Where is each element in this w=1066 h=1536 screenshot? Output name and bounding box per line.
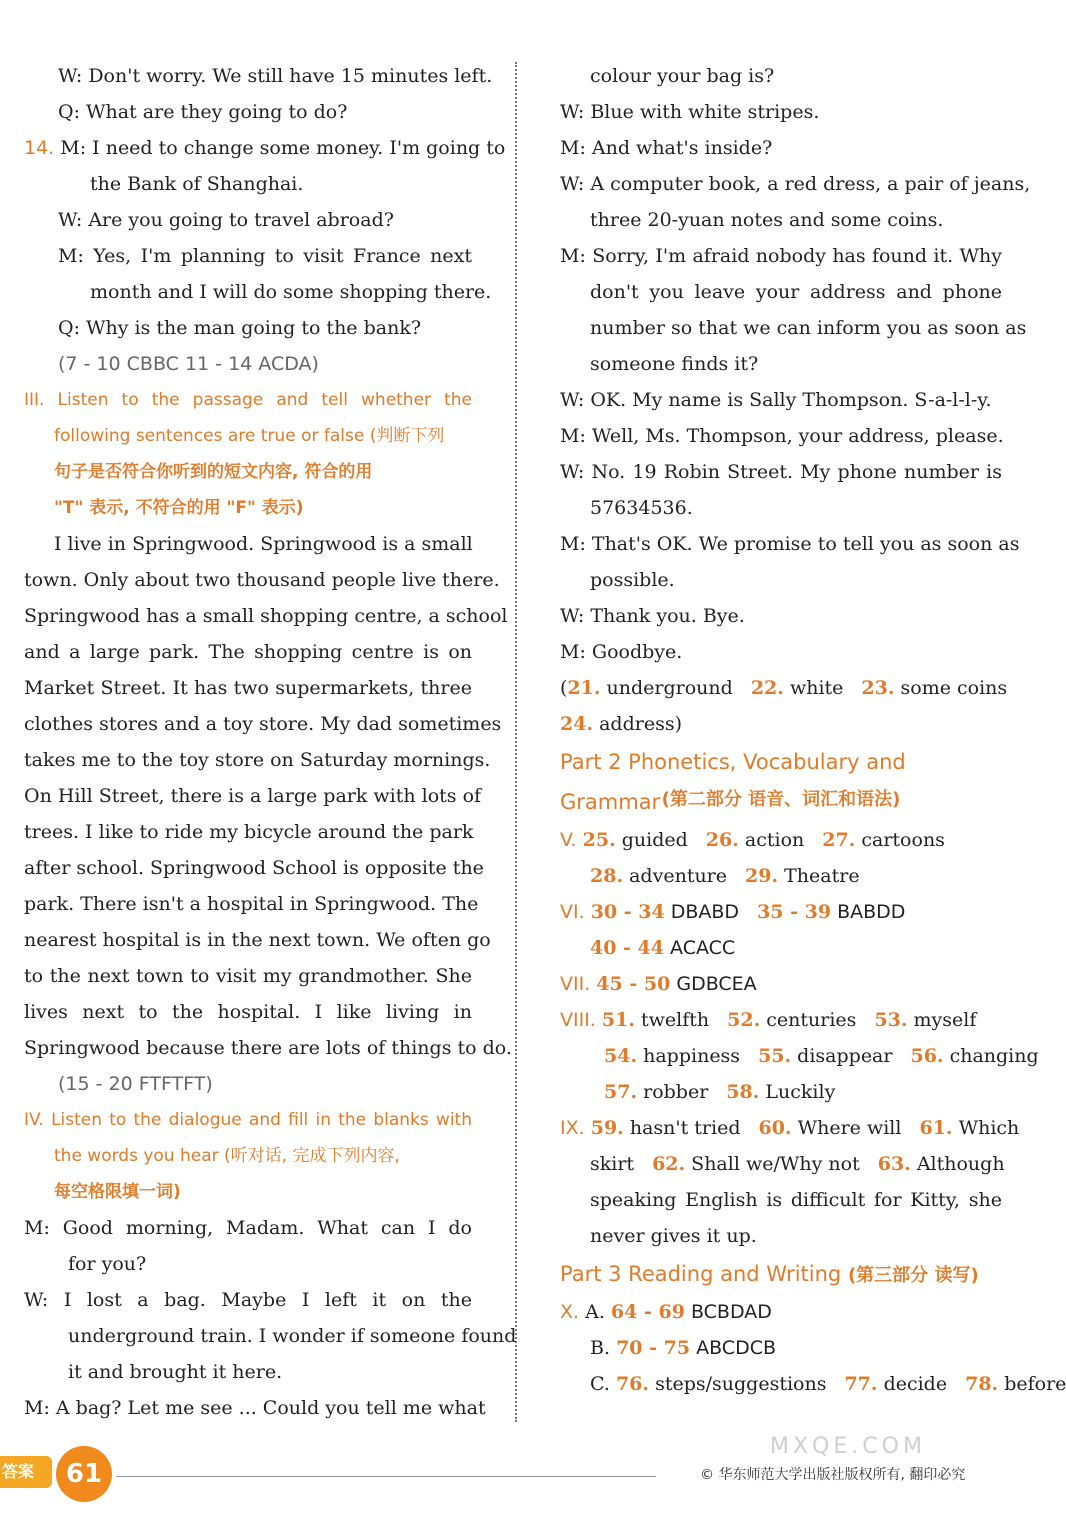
line-text: W: I lost a bag. Maybe I left it on the <box>24 1289 472 1311</box>
line-text: W: Thank you. Bye. <box>560 605 745 627</box>
line-text: possible. <box>590 569 675 591</box>
line-text: following sentences are true or false (判断下列 <box>54 426 445 446</box>
left-line <box>24 1246 472 1282</box>
left-line <box>24 886 479 922</box>
left-line <box>24 1102 472 1138</box>
watermark: MXQE.COM <box>770 1434 926 1459</box>
left-line <box>24 526 472 562</box>
left-line <box>24 490 472 526</box>
section-ix-cont2: speaking English is difficult for Kitty, she <box>590 1189 1002 1211</box>
line-text: clothes stores and a toy store. My dad sometimes <box>24 713 502 735</box>
section-ix: IX. 59. hasn't tried 60. Where will 61. Which <box>560 1117 1020 1139</box>
line-text: M: Good morning, Madam. What can I do <box>24 1217 472 1239</box>
line-text: to the next town to visit my grandmother. She <box>24 965 472 987</box>
right-line <box>560 346 1002 382</box>
left-line <box>24 1030 512 1066</box>
line-text: underground train. I wonder if someone found <box>68 1325 517 1347</box>
line-text: W: OK. My name is Sally Thompson. S-a-l-l-y. <box>560 389 992 411</box>
left-line <box>24 778 482 814</box>
section-vii: VII. 45 - 50 GDBCEA <box>560 973 757 995</box>
left-column <box>24 58 517 1426</box>
right-line <box>560 274 1002 310</box>
section-vi-cont: 40 - 44 ACACC <box>590 937 736 959</box>
left-line <box>24 634 472 670</box>
line-text: it and brought it here. <box>68 1361 283 1383</box>
item-number: 14. <box>24 137 55 159</box>
copyright-notice: © 华东师范大学出版社版权所有, 翻印必究 <box>700 1467 966 1483</box>
item-number: IV. <box>24 1110 44 1130</box>
left-line <box>24 1282 472 1318</box>
right-line <box>560 310 1027 346</box>
left-line <box>24 346 472 382</box>
section-x-c: C. 76. steps/suggestions 77. decide 78. before <box>590 1373 1066 1395</box>
left-line <box>24 706 502 742</box>
left-line <box>24 130 506 166</box>
line-text: 每空格限填一词) <box>54 1182 181 1202</box>
item-number: III. <box>24 390 45 410</box>
right-line <box>560 598 1002 634</box>
left-line <box>24 1066 472 1102</box>
left-line <box>24 382 472 418</box>
right-line <box>560 454 1002 490</box>
answers-21-24: (21. underground 22. white 23. some coins <box>560 677 1008 699</box>
left-line <box>24 94 472 130</box>
line-text: I live in Springwood. Springwood is a small <box>54 533 473 555</box>
line-text: W: Blue with white stripes. <box>560 101 820 123</box>
line-text: Market Street. It has two supermarkets, three <box>24 677 472 699</box>
left-line <box>24 310 472 346</box>
left-line <box>24 922 491 958</box>
left-line <box>24 1210 472 1246</box>
left-line <box>24 454 472 490</box>
right-line <box>560 58 1002 94</box>
section-ix-cont: skirt 62. Shall we/Why not 63. Although <box>590 1153 1005 1175</box>
line-text: W: Are you going to travel abroad? <box>58 209 394 231</box>
section-x-a: X. A. 64 - 69 BCBDAD <box>560 1301 772 1323</box>
line-text: M: A bag? Let me see ... Could you tell me what <box>24 1397 486 1419</box>
page-number: 61 <box>56 1446 112 1502</box>
line-text: don't you leave your address and phone <box>590 281 1002 303</box>
dialogue-continued <box>560 58 1031 670</box>
line-text: M: Sorry, I'm afraid nobody has found it. Why <box>560 245 1002 267</box>
right-line <box>560 526 1020 562</box>
line-text: W: No. 19 Robin Street. My phone number is <box>560 461 1002 483</box>
left-line <box>24 1354 472 1390</box>
line-text: trees. I like to ride my bicycle around the park <box>24 821 474 843</box>
line-text: W: Don't worry. We still have 15 minutes left. <box>58 65 493 87</box>
line-text: Springwood has a small shopping centre, a school <box>24 605 508 627</box>
right-line <box>560 490 1002 526</box>
left-line <box>24 958 472 994</box>
line-text: "T" 表示, 不符合的用 "F" 表示) <box>54 498 304 518</box>
section-ix-cont3: never gives it up. <box>590 1225 757 1247</box>
line-text: someone finds it? <box>590 353 759 375</box>
line-text: lives next to the hospital. I like living in <box>24 1001 472 1023</box>
line-text: (7 - 10 CBBC 11 - 14 ACDA) <box>58 353 319 375</box>
line-text: M: That's OK. We promise to tell you as soon as <box>560 533 1020 555</box>
line-text: Springwood because there are lots of things to do. <box>24 1037 512 1059</box>
line-text: Q: Why is the man going to the bank? <box>58 317 422 339</box>
left-line <box>24 1390 486 1426</box>
line-text: M: Yes, I'm planning to visit France next <box>58 245 472 267</box>
left-line <box>24 58 493 94</box>
part3-heading: Part 3 Reading and Writing (第三部分 读写) <box>560 1262 979 1286</box>
line-text: number so that we can inform you as soon as <box>590 317 1027 339</box>
footer-rule <box>116 1476 656 1477</box>
section-x-b: B. 70 - 75 ABCDCB <box>590 1337 777 1359</box>
line-text: nearest hospital is in the next town. We often go <box>24 929 491 951</box>
line-text: (15 - 20 FTFTFT) <box>58 1073 213 1095</box>
line-text: On Hill Street, there is a large park with lots of <box>24 785 482 807</box>
line-text: and a large park. The shopping centre is on <box>24 641 472 663</box>
right-line <box>560 130 1002 166</box>
left-line <box>24 274 492 310</box>
line-text: for you? <box>68 1253 147 1275</box>
line-text: takes me to the toy store on Saturday mornings. <box>24 749 491 771</box>
line-text: three 20-yuan notes and some coins. <box>590 209 944 231</box>
left-line <box>24 598 508 634</box>
left-line <box>24 166 472 202</box>
section-viii: VIII. 51. twelfth 52. centuries 53. myself <box>560 1009 977 1031</box>
left-line <box>24 418 472 454</box>
line-text: colour your bag is? <box>590 65 775 87</box>
right-line <box>560 562 1002 598</box>
right-column <box>560 58 1066 1402</box>
left-line <box>24 1138 472 1174</box>
left-line <box>24 742 491 778</box>
answers-tab: 答案 <box>0 1456 52 1488</box>
line-text: month and I will do some shopping there. <box>90 281 492 303</box>
line-text: M: Well, Ms. Thompson, your address, please. <box>560 425 1004 447</box>
left-line <box>24 670 472 706</box>
section-vi: VI. 30 - 34 DBABD 35 - 39 BABDD <box>560 901 906 923</box>
section-viii-cont: 54. happiness 55. disappear 56. changing <box>604 1045 1039 1067</box>
line-text: M: Goodbye. <box>560 641 683 663</box>
right-line <box>560 202 1002 238</box>
right-line <box>560 382 1002 418</box>
section-v: V. 25. guided 26. action 27. cartoons <box>560 829 945 851</box>
right-line <box>560 166 1031 202</box>
line-text: the Bank of Shanghai. <box>90 173 304 195</box>
line-text: M: And what's inside? <box>560 137 773 159</box>
section-viii-cont2: 57. robber 58. Luckily <box>604 1081 836 1103</box>
right-line <box>560 238 1002 274</box>
column-divider <box>515 62 517 1422</box>
part2-subheading: (第二部分 语音、词汇和语法) <box>661 789 901 810</box>
left-line <box>24 562 500 598</box>
left-line <box>24 994 472 1030</box>
right-line <box>560 94 1002 130</box>
line-text: Listen to the dialogue and fill in the blanks with <box>51 1110 473 1130</box>
left-line <box>24 238 472 274</box>
line-text: W: A computer book, a red dress, a pair of jeans, <box>560 173 1031 195</box>
left-line <box>24 1318 517 1354</box>
right-line <box>560 418 1002 454</box>
left-line <box>24 850 484 886</box>
line-text: 57634536. <box>590 497 693 519</box>
line-text: M: I need to change some money. I'm going to <box>60 137 506 159</box>
left-line <box>24 814 472 850</box>
answers-24: 24. address) <box>560 713 683 735</box>
right-line <box>560 634 1002 670</box>
line-text: after school. Springwood School is opposite the <box>24 857 484 879</box>
left-line <box>24 1174 472 1210</box>
part2-heading: Part 2 Phonetics, Vocabulary and Grammar <box>560 750 906 814</box>
left-line <box>24 202 472 238</box>
line-text: town. Only about two thousand people live there. <box>24 569 500 591</box>
line-text: 句子是否符合你听到的短文内容, 符合的用 <box>54 462 373 482</box>
line-text: Q: What are they going to do? <box>58 101 348 123</box>
line-text: park. There isn't a hospital in Springwood. The <box>24 893 479 915</box>
line-text: the words you hear (听对话, 完成下列内容, <box>54 1146 400 1166</box>
section-v-cont: 28. adventure 29. Theatre <box>590 865 860 887</box>
line-text: Listen to the passage and tell whether the <box>57 390 473 410</box>
